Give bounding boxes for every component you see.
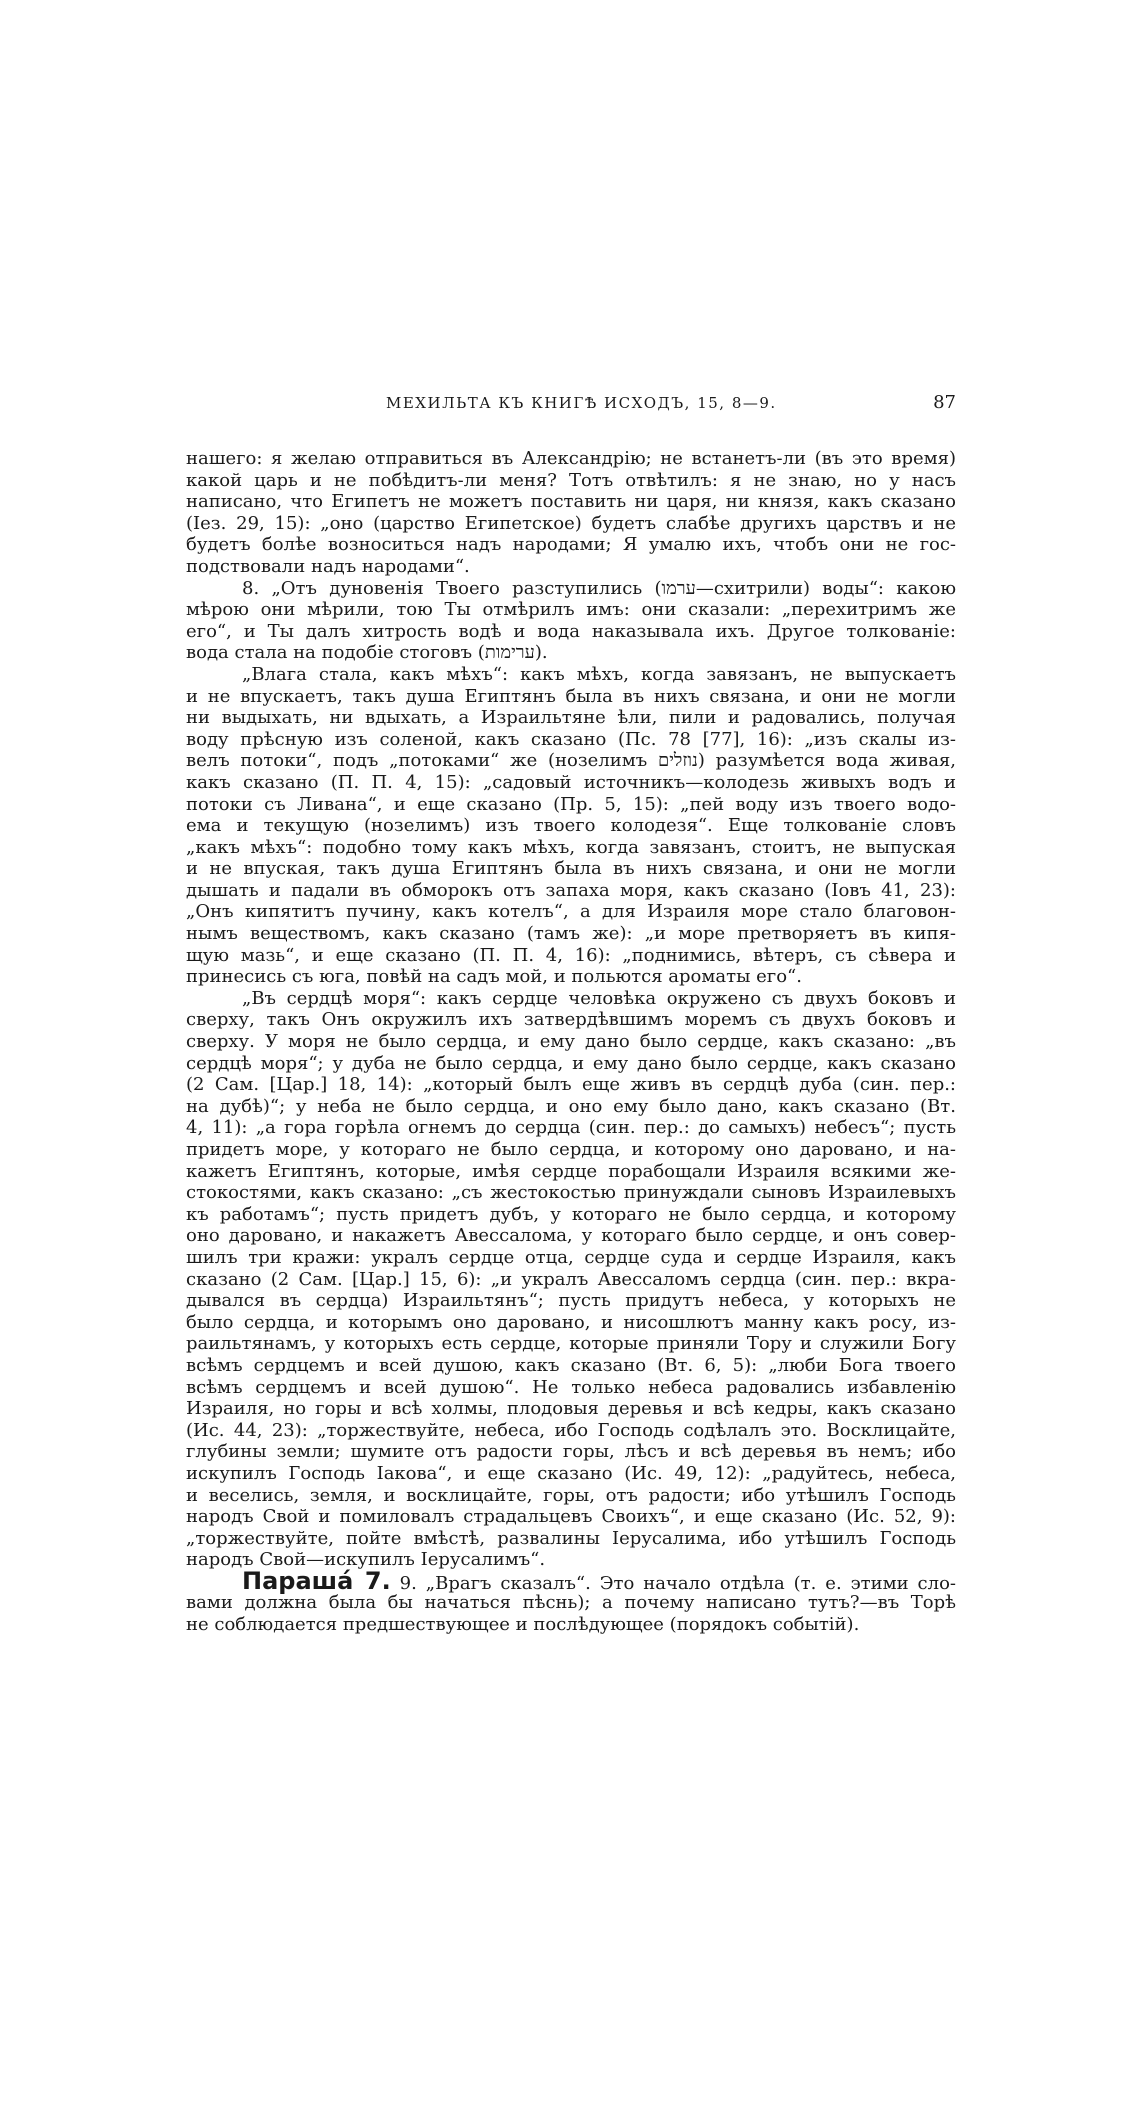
text-line: подствовали надъ народами“.	[186, 555, 470, 577]
text-line: щую мазь“, и еще сказано (П. П. 4, 16): „поднимись, вѣтеръ, съ сѣвера и	[186, 944, 956, 966]
text-line: и не впуская, такъ душа Египтянъ была въ нихъ связана, и они не могли	[186, 858, 956, 880]
text-line: нымъ веществомъ, какъ сказано (тамъ же): „и море претворяетъ въ кипя-	[186, 923, 956, 945]
text-line: всѣмъ сердцемъ и всей душою, какъ сказано (Вт. 6, 5): „люби Бога твоего	[186, 1354, 956, 1376]
text-line: ема и текущую (нозелимъ) изъ твоего колодезя“. Еще толкованіе словъ	[186, 815, 956, 837]
running-head	[186, 392, 956, 416]
text-line: и веселись, земля, и восклицайте, горы, отъ радости; ибо утѣшилъ Господь	[186, 1484, 956, 1506]
text-line: было сердца, и которымъ оно даровано, и нисошлютъ манну какъ росу, из-	[186, 1311, 956, 1333]
text-line: стокостями, какъ сказано: „съ жестокостью принуждали сыновъ Израилевыхъ	[186, 1182, 956, 1204]
text-line: ни выдыхать, ни вдыхать, а Израильтяне ѣли, пили и радовались, получая	[186, 707, 956, 729]
text-line: раильтянамъ, у которыхъ есть сердце, которые приняли Тору и служили Богу	[186, 1333, 956, 1355]
text-line: Израиля, но горы и всѣ холмы, плодовыя деревья и всѣ кедры, какъ сказано	[186, 1398, 956, 1420]
text-line: какой царь и не побѣдитъ-ли меня? Тотъ отвѣтилъ: я не знаю, но у насъ	[186, 469, 956, 491]
book-page	[186, 0, 956, 2125]
text-line: кажетъ Египтянъ, которые, имѣя сердце порабощали Израиля всякими же-	[186, 1160, 956, 1182]
text-line: вами должна была бы начаться пѣснь); а почему написано тутъ?—въ Торѣ	[186, 1592, 956, 1614]
text-line: народъ Свой—искупилъ Іерусалимъ“.	[186, 1549, 546, 1571]
text-line: сказано (2 Сам. [Цар.] 15, 6): „и укралъ Авессаломъ сердца (син. пер.: вкра-	[186, 1268, 956, 1290]
text-line: (2 Сам. [Цар.] 18, 14): „который былъ еще живъ въ сердцѣ дуба (син. пер.:	[186, 1074, 956, 1096]
text-line: „Въ сердцѣ моря“: какъ сердце человѣка окружено съ двухъ боковъ и	[242, 987, 956, 1009]
paragraph-number: 9.	[399, 1572, 417, 1594]
text-line: вода стала на подобіе стоговъ (ערימות).	[186, 642, 548, 664]
text-line: народъ Свой и помиловалъ страдальцевъ Своихъ“, и еще сказано (Ис. 52, 9):	[186, 1506, 956, 1528]
page-number: 87	[933, 392, 956, 413]
text-line: „Влага стала, какъ мѣхъ“: какъ мѣхъ, когда завязанъ, не выпускаетъ	[242, 663, 956, 685]
text-line: не соблюдается предшествующее и послѣдующее (порядокъ событій).	[186, 1614, 860, 1636]
text-line: велъ потоки“, подъ „потоками“ же (нозелимъ נוזלים) разумѣется вода живая,	[186, 750, 956, 772]
parasha-heading-line	[186, 1566, 956, 1595]
text-line: какъ сказано (П. П. 4, 15): „садовый источникъ—колодезь живыхъ водъ и	[186, 771, 956, 793]
running-head-title: МЕХИЛЬТА КЪ КНИГѢ ИСХОДЪ, 15, 8—9.	[386, 394, 777, 412]
text-line: на дубѣ)“; у неба не было сердца, и оно ему было дано, какъ сказано (Вт.	[186, 1095, 956, 1117]
text-line: сердцѣ моря“; у дуба не было сердца, и ему дано было сердце, какъ сказано	[186, 1052, 956, 1074]
text-line: (Іез. 29, 15): „оно (царство Египетское) будетъ слабѣе другихъ царствъ и не	[186, 512, 956, 534]
text-line: „какъ мѣхъ“: подобно тому какъ мѣхъ, когда завязанъ, стоитъ, не выпуская	[186, 836, 956, 858]
text-line: придетъ море, у котораго не было сердца, и которому оно даровано, и на-	[186, 1139, 956, 1160]
text-line: глубины земли; шумите отъ радости горы, лѣсъ и всѣ деревья въ немъ; ибо	[186, 1441, 956, 1463]
text-line: „торжествуйте, пойте вмѣстѣ, развалины Іерусалима, ибо утѣшилъ Господь	[186, 1527, 956, 1549]
text-line: и не впускаетъ, такъ душа Египтянъ была въ нихъ связана, и они не могли	[186, 685, 956, 707]
text-line: искупилъ Господь Іакова“, и еще сказано (Ис. 49, 12): „радуйтесь, небеса,	[186, 1462, 956, 1484]
text-line: къ работамъ“; пусть придетъ дубъ, у котораго не было сердца, и которому	[186, 1203, 956, 1225]
text-line: „Онъ кипятитъ пучину, какъ котелъ“, а для Израиля море стало благовон-	[186, 901, 956, 923]
parasha-first-line: „Врагъ сказалъ“. Это начало отдѣла (т. е. этими сло-	[425, 1572, 956, 1594]
text-line: дышать и падали въ обморокъ отъ запаха моря, какъ сказано (Іовъ 41, 23):	[186, 879, 956, 901]
text-line: будетъ болѣе возноситься надъ народами; Я умалю ихъ, чтобъ они не гос-	[186, 534, 956, 556]
text-line: потоки съ Ливана“, и еще сказано (Пр. 5, 15): „пей воду изъ твоего водо-	[186, 793, 956, 815]
text-line: 8. „Отъ дуновенія Твоего разступились (ערמו—схитрили) воды“: какою	[242, 577, 956, 599]
text-line: (Ис. 44, 23): „торжествуйте, небеса, ибо Господь содѣлалъ это. Восклицайте,	[186, 1419, 956, 1441]
text-line: принесись съ юга, повѣй на садъ мой, и польются ароматы его“.	[186, 966, 802, 988]
text-line: сверху. У моря не было сердца, и ему дано было сердце, какъ сказано: „въ	[186, 1031, 956, 1053]
body-text	[186, 448, 956, 1636]
text-line: дывался въ сердца) Израильтянъ“; пусть придутъ небеса, у которыхъ не	[186, 1290, 956, 1312]
text-line: воду прѣсную изъ соленой, какъ сказано (Пс. 78 [77], 16): „изъ скалы из-	[186, 728, 956, 750]
text-line: мѣрою они мѣрили, тою Ты отмѣрилъ имъ: они сказали: „перехитримъ же	[186, 599, 956, 621]
text-line: оно даровано, и накажетъ Авессалома, у котораго было сердце, и онъ совер-	[186, 1225, 956, 1247]
text-line: шилъ три кражи: укралъ сердце отца, сердце суда и сердце Израиля, какъ	[186, 1246, 956, 1268]
text-line: его“, и Ты далъ хитрость водѣ и вода наказывала ихъ. Другое толкованіе:	[186, 620, 956, 642]
text-line: написано, что Египетъ не можетъ поставить ни царя, ни князя, какъ сказано	[186, 491, 956, 513]
text-line: всѣмъ сердцемъ и всей душою“. Не только небеса радовались избавленію	[186, 1376, 956, 1398]
text-line: 4, 11): „а гора горѣла огнемъ до сердца (син. пер.: до самыхъ) небесъ“; пусть	[186, 1117, 956, 1139]
parasha-label: Параша́ 7.	[242, 1566, 391, 1595]
text-line: сверху, такъ Онъ окружилъ ихъ затвердѣвшимъ моремъ съ двухъ боковъ и	[186, 1009, 956, 1031]
text-line: нашего: я желаю отправиться въ Александрію; не встанетъ-ли (въ это время)	[186, 448, 956, 469]
